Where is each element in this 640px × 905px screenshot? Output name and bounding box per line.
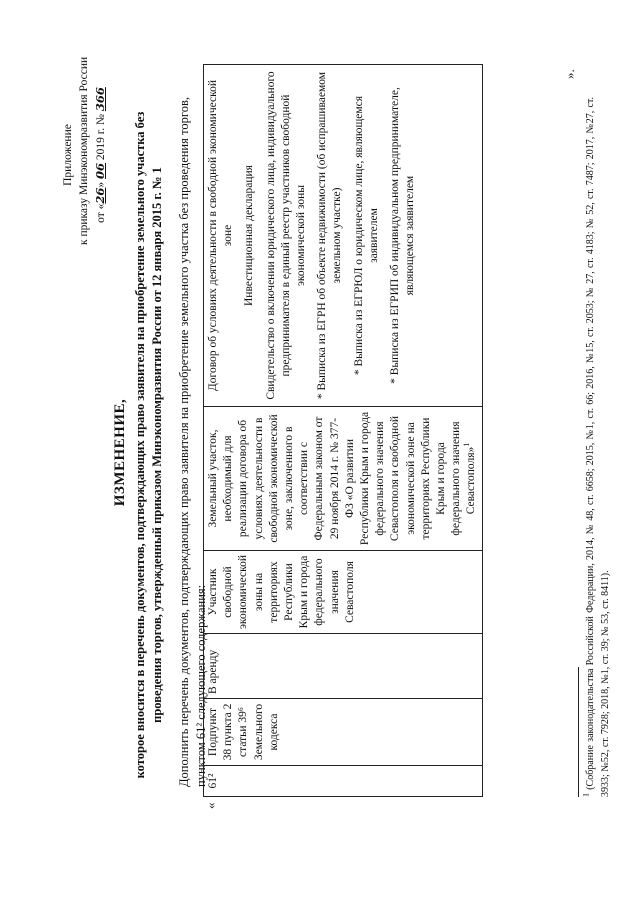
legal-basis-cell: Подпункт 38 пункта 2 статьи 39⁶ Земельного кодекса (204, 699, 483, 766)
document-item: * Выписка из ЕГРЮЛ о юридическом лице, являющемся заявителем (352, 95, 380, 376)
opening-quote: « (203, 802, 218, 809)
intro-paragraph: Дополнить перечень документов, подтверждающих право заявителя на приобретение земельного участка без проведения торгов, пунктом 61² следующего содержания: (177, 97, 208, 787)
appendix-label: Приложение (62, 124, 74, 186)
document-item: * Выписка из ЕГРН об объекте недвижимости (об испрашиваемом земельном участке) (316, 71, 344, 400)
approval-block (60, 56, 109, 245)
handwritten-month: 06 (93, 162, 107, 179)
date-quote-close: » (95, 181, 107, 188)
handwritten-order-number: 366 (93, 87, 107, 112)
footnote-separator (578, 667, 579, 797)
item-number-cell: 61² (204, 766, 483, 797)
table-row (204, 65, 483, 797)
closing-quote: ». (562, 69, 577, 79)
date-prefix: от « (95, 203, 107, 223)
document-item: Договор об условиях деятельности в свободной экономической зоне (207, 79, 235, 392)
document-item: * Выписка из ЕГРИП об индивидуальном предпринимателе, являющемся заявителем (389, 87, 417, 384)
documents-cell (204, 65, 483, 407)
footnote-text: (Собрание законодательства Российской Федерации, 2014, № 48, ст. 6658; 2015, №1, ст. 66; 2016, №15, ст. 2053; № 27, ст. 4183; № 52, ст. 7487; 2017, №27, ст. 3933; №52, ст. 7928; 2018, №1, ст. 39; № 53, ст. 8411). (585, 97, 611, 797)
handwritten-day: 26 (93, 187, 107, 204)
land-plot-text: Земельный участок, необходимый для реализации договора об условиях деятельности в свободной экономической зоне, заключенного в соответствии с Федеральным законом от 29 ноября 2014 г. № 377-ФЗ «О развитии Республики Крым и города федерального значения Севастополя и свободной экономической зоне на территориях Республики Крым и города федерального значения Севастополя» (207, 411, 478, 546)
order-reference: к приказу Минэкономразвития России (78, 56, 90, 245)
amendment-table (203, 64, 483, 797)
document-title: ИЗМЕНЕНИЕ, (112, 398, 128, 507)
document-subtitle: которое вносится в перечень документов, подтверждающих право заявителя на приобретение земельного участка без проведения торгов, утвержденный приказом Минэкономразвития России от 12 января 2015 г. № 1 (133, 111, 164, 779)
footnote-ref: 1 (462, 442, 472, 447)
footnote-marker: 1 (581, 793, 591, 797)
document-item: Свидетельство о включении юридического лица, индивидуального предпринимателя в единый реестр участников свободной экономической зоны (264, 71, 308, 400)
order-year: 2019 г. № (95, 114, 107, 161)
land-plot-cell (204, 407, 483, 551)
document-item: Инвестиционная декларация (243, 165, 256, 307)
order-date-line (92, 65, 109, 245)
applicant-cell: Участник свободной экономической зоны на территориях Республики Крым и города федерального значения Севастополя (204, 551, 483, 634)
right-type-cell: В аренду (204, 634, 483, 699)
footnote (583, 97, 613, 797)
